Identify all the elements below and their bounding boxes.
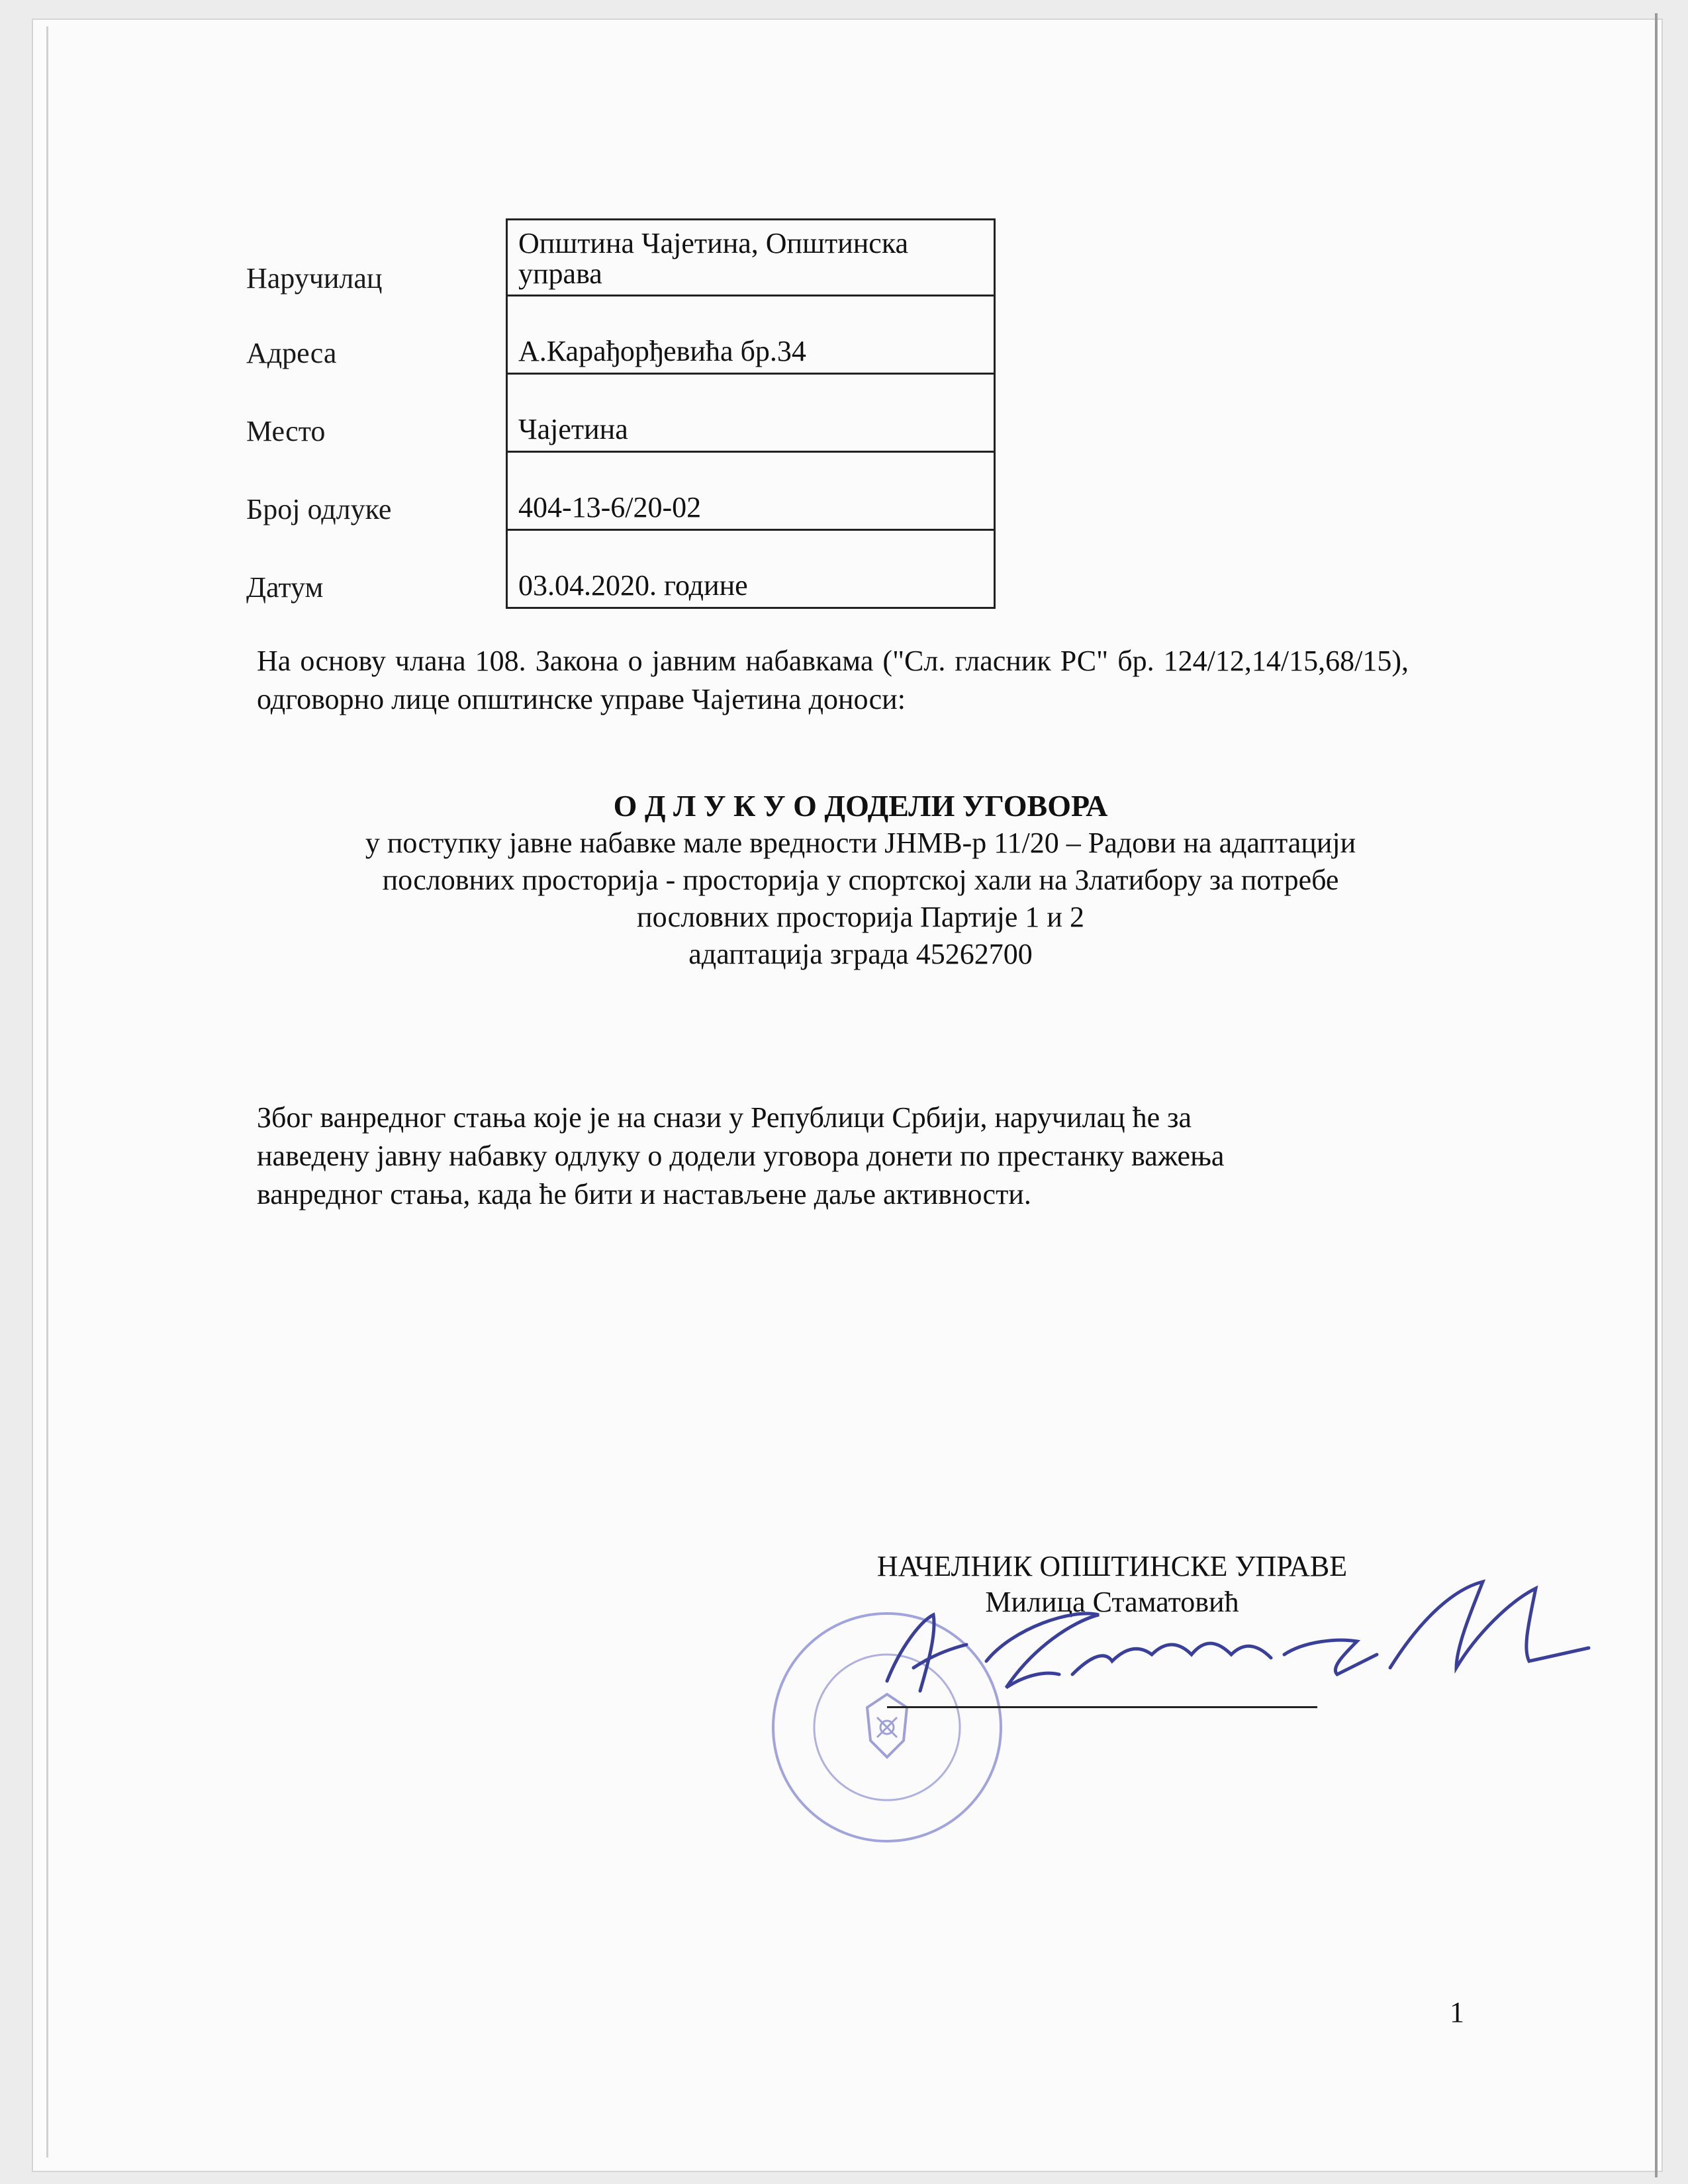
label-place: Место bbox=[246, 415, 326, 447]
value-address: А.Карађорђевића бр.34 bbox=[506, 296, 996, 375]
notice-line-2: наведену јавну набавку одлуку о додели уговора донети по престанку важења bbox=[257, 1140, 1225, 1172]
value-orderer bbox=[506, 218, 996, 296]
label-date: Датум bbox=[246, 571, 324, 604]
value-orderer-line2: управа bbox=[518, 257, 602, 290]
signatory-name: Милица Стаматовић bbox=[985, 1586, 1239, 1618]
intro-paragraph: На основу члана 108. Закона о јавним набавкама ("Сл. гласник РС" бр. 124/12,14/15,68/15), одговорно лице општинске управе Чајетина доноси: bbox=[257, 645, 1409, 715]
notice-line-1: Због ванредног стања које је на снази у Републици Србији, наручилац ће за bbox=[257, 1101, 1192, 1134]
label-decision-number: Број одлуке bbox=[246, 493, 392, 525]
decision-block bbox=[252, 788, 1470, 973]
decision-title: О Д Л У К У О ДОДЕЛИ УГОВОРА bbox=[613, 789, 1108, 823]
decision-line-1: у поступку јавне набавке мале вредности ЈНМВ-р 11/20 – Радови на адаптацији bbox=[365, 827, 1356, 859]
notice-paragraph bbox=[257, 1099, 1462, 1214]
handwritten-signature bbox=[874, 1575, 1602, 1734]
page-number: 1 bbox=[1450, 1996, 1464, 2028]
label-orderer: Наручилац bbox=[246, 262, 383, 295]
scan-edge-right bbox=[1655, 13, 1658, 2177]
label-address: Адреса bbox=[246, 337, 337, 369]
signatory-position: НАЧЕЛНИК ОПШТИНСКЕ УПРАВЕ bbox=[876, 1550, 1348, 1582]
decision-line-3: пословних просторија Партије 1 и 2 bbox=[637, 901, 1084, 933]
scan-edge-left bbox=[46, 26, 48, 2158]
decision-line-4: адаптација зграда 45262700 bbox=[688, 938, 1033, 970]
decision-line-2: пословних просторија - просторија у спортској хали на Златибору за потребе bbox=[382, 864, 1339, 896]
value-date: 03.04.2020. године bbox=[506, 531, 996, 609]
notice-line-3: ванредног стања, када ће бити и настављене даље активности. bbox=[257, 1178, 1031, 1210]
value-decision-number: 404-13-6/20-02 bbox=[506, 453, 996, 531]
value-orderer-line1: Општина Чајетина, Општинска bbox=[518, 227, 909, 259]
value-place: Чајетина bbox=[506, 375, 996, 453]
